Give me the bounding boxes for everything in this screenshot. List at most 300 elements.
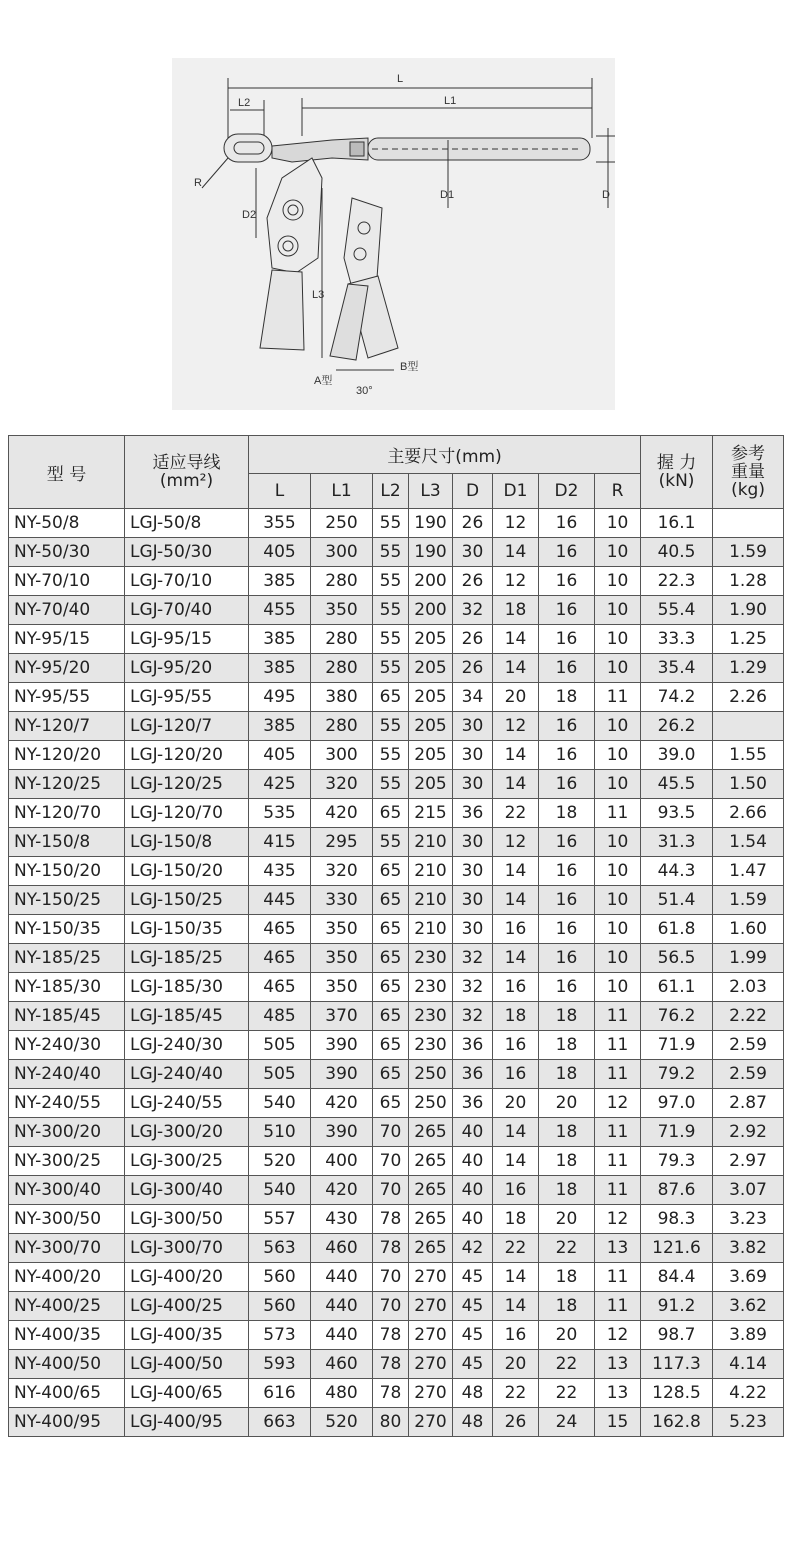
cell-L2: 78 (373, 1205, 409, 1234)
cell-grip: 162.8 (641, 1408, 713, 1437)
cell-D2: 16 (539, 886, 595, 915)
cell-model: NY-240/30 (9, 1031, 125, 1060)
cell-R: 10 (595, 886, 641, 915)
cell-L: 415 (249, 828, 311, 857)
cell-L: 435 (249, 857, 311, 886)
cell-R: 11 (595, 1002, 641, 1031)
cell-L3: 265 (409, 1205, 453, 1234)
cell-D1: 16 (493, 973, 539, 1002)
cell-conductor: LGJ-185/25 (125, 944, 249, 973)
cell-model: NY-50/8 (9, 509, 125, 538)
cell-L1: 250 (311, 509, 373, 538)
cell-D: 40 (453, 1147, 493, 1176)
cell-L3: 200 (409, 596, 453, 625)
cell-R: 11 (595, 799, 641, 828)
cell-conductor: LGJ-95/15 (125, 625, 249, 654)
cell-D2: 16 (539, 770, 595, 799)
cell-D2: 16 (539, 741, 595, 770)
cell-model: NY-150/20 (9, 857, 125, 886)
cell-L3: 270 (409, 1321, 453, 1350)
cell-weight: 1.60 (713, 915, 784, 944)
cell-R: 10 (595, 915, 641, 944)
cell-model: NY-240/55 (9, 1089, 125, 1118)
cell-model: NY-185/30 (9, 973, 125, 1002)
cell-L3: 270 (409, 1408, 453, 1437)
cell-D1: 14 (493, 538, 539, 567)
cell-L3: 205 (409, 625, 453, 654)
cell-L3: 250 (409, 1060, 453, 1089)
cell-R: 10 (595, 944, 641, 973)
cell-D: 32 (453, 596, 493, 625)
table-row (9, 538, 784, 567)
cell-L: 560 (249, 1292, 311, 1321)
cell-L2: 65 (373, 1060, 409, 1089)
cell-L3: 210 (409, 915, 453, 944)
cell-weight: 3.07 (713, 1176, 784, 1205)
cell-weight: 3.62 (713, 1292, 784, 1321)
cell-conductor: LGJ-120/20 (125, 741, 249, 770)
cell-grip: 40.5 (641, 538, 713, 567)
cell-conductor: LGJ-400/35 (125, 1321, 249, 1350)
cell-L1: 280 (311, 654, 373, 683)
cell-grip: 117.3 (641, 1350, 713, 1379)
cell-L: 385 (249, 625, 311, 654)
cell-D1: 14 (493, 1292, 539, 1321)
cell-D1: 14 (493, 770, 539, 799)
cell-conductor: LGJ-400/20 (125, 1263, 249, 1292)
cell-weight: 5.23 (713, 1408, 784, 1437)
cell-conductor: LGJ-95/55 (125, 683, 249, 712)
cell-L2: 55 (373, 770, 409, 799)
table-row (9, 1031, 784, 1060)
cell-L2: 65 (373, 886, 409, 915)
table-row (9, 596, 784, 625)
table-row (9, 915, 784, 944)
cell-L1: 430 (311, 1205, 373, 1234)
angle-label: 30° (356, 385, 373, 397)
header-grip-line1: 握 力 (656, 453, 697, 473)
cell-R: 13 (595, 1234, 641, 1263)
cell-D1: 22 (493, 1379, 539, 1408)
cell-L2: 65 (373, 944, 409, 973)
cell-D1: 14 (493, 857, 539, 886)
cell-model: NY-240/40 (9, 1060, 125, 1089)
cell-weight: 4.22 (713, 1379, 784, 1408)
cell-L3: 270 (409, 1263, 453, 1292)
dim-label-D: D (602, 189, 610, 201)
cell-L: 405 (249, 538, 311, 567)
cell-R: 13 (595, 1379, 641, 1408)
cell-model: NY-400/65 (9, 1379, 125, 1408)
spec-table-body (9, 509, 784, 1437)
cell-conductor: LGJ-400/95 (125, 1408, 249, 1437)
cell-conductor: LGJ-150/8 (125, 828, 249, 857)
cell-L2: 65 (373, 1089, 409, 1118)
header-dim: R (595, 473, 641, 508)
cell-R: 10 (595, 857, 641, 886)
cell-D1: 16 (493, 915, 539, 944)
cell-model: NY-400/20 (9, 1263, 125, 1292)
header-dim: L (249, 473, 311, 508)
cell-R: 11 (595, 1118, 641, 1147)
cell-D: 30 (453, 886, 493, 915)
cell-grip: 33.3 (641, 625, 713, 654)
cell-L1: 350 (311, 596, 373, 625)
cell-D: 40 (453, 1205, 493, 1234)
header-weight (713, 436, 784, 509)
cell-L: 540 (249, 1089, 311, 1118)
cell-D1: 12 (493, 828, 539, 857)
cell-conductor: LGJ-50/30 (125, 538, 249, 567)
cell-D1: 16 (493, 1321, 539, 1350)
cell-D2: 22 (539, 1234, 595, 1263)
cell-L: 616 (249, 1379, 311, 1408)
cell-L: 445 (249, 886, 311, 915)
cell-grip: 16.1 (641, 509, 713, 538)
cell-model: NY-50/30 (9, 538, 125, 567)
header-dim: L1 (311, 473, 373, 508)
cell-conductor: LGJ-95/20 (125, 654, 249, 683)
table-row (9, 1234, 784, 1263)
table-row (9, 1379, 784, 1408)
cell-L1: 320 (311, 770, 373, 799)
cell-L1: 480 (311, 1379, 373, 1408)
cell-weight: 2.66 (713, 799, 784, 828)
cell-L: 557 (249, 1205, 311, 1234)
cell-conductor: LGJ-185/30 (125, 973, 249, 1002)
cell-model: NY-150/35 (9, 915, 125, 944)
cell-L: 485 (249, 1002, 311, 1031)
dim-label-R: R (194, 177, 202, 189)
dim-label-D2: D2 (242, 209, 257, 221)
cell-L2: 55 (373, 625, 409, 654)
cell-L2: 65 (373, 857, 409, 886)
cell-L1: 440 (311, 1292, 373, 1321)
cell-weight (713, 712, 784, 741)
cell-L: 510 (249, 1118, 311, 1147)
cell-D2: 16 (539, 973, 595, 1002)
cell-L: 405 (249, 741, 311, 770)
cell-grip: 121.6 (641, 1234, 713, 1263)
table-row (9, 973, 784, 1002)
cell-D2: 16 (539, 828, 595, 857)
cell-L: 535 (249, 799, 311, 828)
table-row (9, 1089, 784, 1118)
cell-conductor: LGJ-70/40 (125, 596, 249, 625)
cell-grip: 22.3 (641, 567, 713, 596)
cell-weight: 1.25 (713, 625, 784, 654)
cell-L1: 380 (311, 683, 373, 712)
cell-D1: 26 (493, 1408, 539, 1437)
header-grip-line2: (kN) (658, 471, 695, 491)
cell-grip: 71.9 (641, 1031, 713, 1060)
cell-L2: 70 (373, 1263, 409, 1292)
cell-conductor: LGJ-400/50 (125, 1350, 249, 1379)
cell-model: NY-300/20 (9, 1118, 125, 1147)
cell-L1: 420 (311, 1089, 373, 1118)
cell-D: 30 (453, 538, 493, 567)
cell-D: 36 (453, 799, 493, 828)
dim-label-D1: D1 (440, 189, 455, 201)
header-dims-group: 主要尺寸(mm) (249, 436, 641, 474)
cell-grip: 45.5 (641, 770, 713, 799)
header-weight-line3: (kg) (731, 480, 765, 500)
cell-D: 40 (453, 1176, 493, 1205)
cell-L1: 280 (311, 712, 373, 741)
cell-conductor: LGJ-300/40 (125, 1176, 249, 1205)
cell-weight: 3.23 (713, 1205, 784, 1234)
cell-D: 36 (453, 1031, 493, 1060)
cell-L: 495 (249, 683, 311, 712)
cell-L1: 520 (311, 1408, 373, 1437)
header-dim: D1 (493, 473, 539, 508)
cell-D2: 18 (539, 1118, 595, 1147)
cell-grip: 76.2 (641, 1002, 713, 1031)
cell-L2: 78 (373, 1234, 409, 1263)
cell-D1: 16 (493, 1031, 539, 1060)
cell-conductor: LGJ-400/25 (125, 1292, 249, 1321)
cell-weight: 2.87 (713, 1089, 784, 1118)
cell-D2: 16 (539, 509, 595, 538)
cell-L1: 280 (311, 625, 373, 654)
cell-L2: 65 (373, 915, 409, 944)
cell-D2: 16 (539, 625, 595, 654)
cell-conductor: LGJ-400/65 (125, 1379, 249, 1408)
cell-model: NY-400/25 (9, 1292, 125, 1321)
cell-weight: 2.59 (713, 1060, 784, 1089)
cell-grip: 98.7 (641, 1321, 713, 1350)
cell-L3: 190 (409, 538, 453, 567)
cell-D1: 12 (493, 712, 539, 741)
cell-D2: 22 (539, 1379, 595, 1408)
cell-weight: 2.59 (713, 1031, 784, 1060)
cell-L3: 270 (409, 1350, 453, 1379)
header-weight-line1: 参考 (731, 444, 766, 464)
cell-conductor: LGJ-300/70 (125, 1234, 249, 1263)
cell-R: 15 (595, 1408, 641, 1437)
cell-R: 10 (595, 509, 641, 538)
cell-L: 573 (249, 1321, 311, 1350)
cell-grip: 79.2 (641, 1060, 713, 1089)
cell-D2: 20 (539, 1089, 595, 1118)
cell-D: 32 (453, 944, 493, 973)
cell-conductor: LGJ-120/70 (125, 799, 249, 828)
cell-D2: 20 (539, 1205, 595, 1234)
cell-grip: 31.3 (641, 828, 713, 857)
cell-L1: 295 (311, 828, 373, 857)
cell-L2: 65 (373, 1002, 409, 1031)
header-dim: D (453, 473, 493, 508)
cell-L2: 65 (373, 799, 409, 828)
cell-weight: 3.82 (713, 1234, 784, 1263)
cell-grip: 79.3 (641, 1147, 713, 1176)
cell-R: 10 (595, 712, 641, 741)
cell-R: 10 (595, 770, 641, 799)
cell-L: 455 (249, 596, 311, 625)
cell-L1: 300 (311, 741, 373, 770)
cell-weight: 1.59 (713, 538, 784, 567)
cell-L1: 350 (311, 944, 373, 973)
table-row (9, 712, 784, 741)
cell-weight: 1.28 (713, 567, 784, 596)
header-model: 型 号 (9, 436, 125, 509)
cell-D2: 16 (539, 915, 595, 944)
cell-D: 30 (453, 915, 493, 944)
cell-D2: 16 (539, 944, 595, 973)
table-row (9, 567, 784, 596)
table-row (9, 799, 784, 828)
cell-R: 11 (595, 1176, 641, 1205)
cell-L3: 205 (409, 770, 453, 799)
cell-D2: 16 (539, 654, 595, 683)
cell-L3: 265 (409, 1176, 453, 1205)
cell-L1: 330 (311, 886, 373, 915)
cell-L: 563 (249, 1234, 311, 1263)
cell-weight: 1.47 (713, 857, 784, 886)
cell-D1: 16 (493, 1060, 539, 1089)
cell-grip: 61.1 (641, 973, 713, 1002)
header-weight-line2: 重量 (731, 462, 766, 482)
cell-model: NY-120/7 (9, 712, 125, 741)
cell-model: NY-150/25 (9, 886, 125, 915)
cell-model: NY-185/25 (9, 944, 125, 973)
cell-D: 40 (453, 1118, 493, 1147)
cell-L1: 460 (311, 1234, 373, 1263)
cell-D1: 14 (493, 944, 539, 973)
cell-D1: 14 (493, 1263, 539, 1292)
cell-L1: 350 (311, 973, 373, 1002)
cell-L: 520 (249, 1147, 311, 1176)
cell-D1: 22 (493, 1234, 539, 1263)
cell-L: 560 (249, 1263, 311, 1292)
cell-L3: 205 (409, 683, 453, 712)
cell-weight: 3.89 (713, 1321, 784, 1350)
cell-D: 32 (453, 973, 493, 1002)
cell-D2: 18 (539, 1176, 595, 1205)
cell-weight: 1.59 (713, 886, 784, 915)
cell-D: 45 (453, 1263, 493, 1292)
cell-D1: 14 (493, 625, 539, 654)
cell-grip: 98.3 (641, 1205, 713, 1234)
cell-L3: 265 (409, 1118, 453, 1147)
cell-L2: 65 (373, 1031, 409, 1060)
cell-L: 465 (249, 973, 311, 1002)
cell-grip: 51.4 (641, 886, 713, 915)
cell-L1: 420 (311, 799, 373, 828)
cell-model: NY-185/45 (9, 1002, 125, 1031)
cell-conductor: LGJ-240/40 (125, 1060, 249, 1089)
table-row (9, 828, 784, 857)
cell-grip: 35.4 (641, 654, 713, 683)
cell-conductor: LGJ-240/30 (125, 1031, 249, 1060)
table-row (9, 741, 784, 770)
cell-L1: 460 (311, 1350, 373, 1379)
cell-R: 10 (595, 828, 641, 857)
cell-D2: 18 (539, 1263, 595, 1292)
cell-D2: 16 (539, 567, 595, 596)
cell-L3: 210 (409, 886, 453, 915)
cell-model: NY-120/25 (9, 770, 125, 799)
cell-D2: 16 (539, 857, 595, 886)
cell-D2: 18 (539, 1031, 595, 1060)
cell-weight: 1.90 (713, 596, 784, 625)
cell-D: 36 (453, 1060, 493, 1089)
cell-L2: 65 (373, 973, 409, 1002)
type-a-label: A型 (314, 375, 333, 387)
cell-L1: 420 (311, 1176, 373, 1205)
cell-D2: 16 (539, 538, 595, 567)
cell-model: NY-95/15 (9, 625, 125, 654)
cell-model: NY-300/50 (9, 1205, 125, 1234)
cell-weight: 1.50 (713, 770, 784, 799)
cell-model: NY-300/70 (9, 1234, 125, 1263)
cell-L3: 230 (409, 1031, 453, 1060)
cell-R: 10 (595, 973, 641, 1002)
cell-model: NY-400/95 (9, 1408, 125, 1437)
cell-D1: 14 (493, 741, 539, 770)
header-conductor (125, 436, 249, 509)
table-row (9, 1408, 784, 1437)
table-row (9, 683, 784, 712)
table-row (9, 625, 784, 654)
cell-L2: 65 (373, 683, 409, 712)
cell-L3: 270 (409, 1379, 453, 1408)
table-row (9, 1060, 784, 1089)
cell-D1: 16 (493, 1176, 539, 1205)
cell-L3: 230 (409, 944, 453, 973)
table-row (9, 1350, 784, 1379)
cell-L: 385 (249, 654, 311, 683)
cell-L: 385 (249, 567, 311, 596)
cell-grip: 87.6 (641, 1176, 713, 1205)
cell-conductor: LGJ-300/25 (125, 1147, 249, 1176)
cell-weight: 1.54 (713, 828, 784, 857)
cell-R: 10 (595, 596, 641, 625)
cell-L2: 80 (373, 1408, 409, 1437)
cell-model: NY-95/55 (9, 683, 125, 712)
cell-D2: 18 (539, 1060, 595, 1089)
cell-conductor: LGJ-150/25 (125, 886, 249, 915)
cell-L1: 300 (311, 538, 373, 567)
table-row (9, 857, 784, 886)
cell-grip: 39.0 (641, 741, 713, 770)
cell-D: 45 (453, 1292, 493, 1321)
cell-R: 10 (595, 625, 641, 654)
cell-conductor: LGJ-240/55 (125, 1089, 249, 1118)
cell-L1: 370 (311, 1002, 373, 1031)
cell-weight: 2.26 (713, 683, 784, 712)
cell-L2: 55 (373, 567, 409, 596)
cell-L3: 205 (409, 712, 453, 741)
cell-R: 10 (595, 654, 641, 683)
cell-D: 48 (453, 1379, 493, 1408)
cell-grip: 26.2 (641, 712, 713, 741)
cell-weight: 1.29 (713, 654, 784, 683)
cell-D: 42 (453, 1234, 493, 1263)
cell-grip: 71.9 (641, 1118, 713, 1147)
cell-D1: 12 (493, 567, 539, 596)
cell-L1: 440 (311, 1263, 373, 1292)
cell-model: NY-70/10 (9, 567, 125, 596)
cell-D: 30 (453, 857, 493, 886)
cell-D: 26 (453, 625, 493, 654)
cell-L2: 55 (373, 509, 409, 538)
cell-L2: 70 (373, 1292, 409, 1321)
cell-grip: 55.4 (641, 596, 713, 625)
cell-L3: 210 (409, 857, 453, 886)
table-row (9, 1118, 784, 1147)
cell-L2: 55 (373, 596, 409, 625)
